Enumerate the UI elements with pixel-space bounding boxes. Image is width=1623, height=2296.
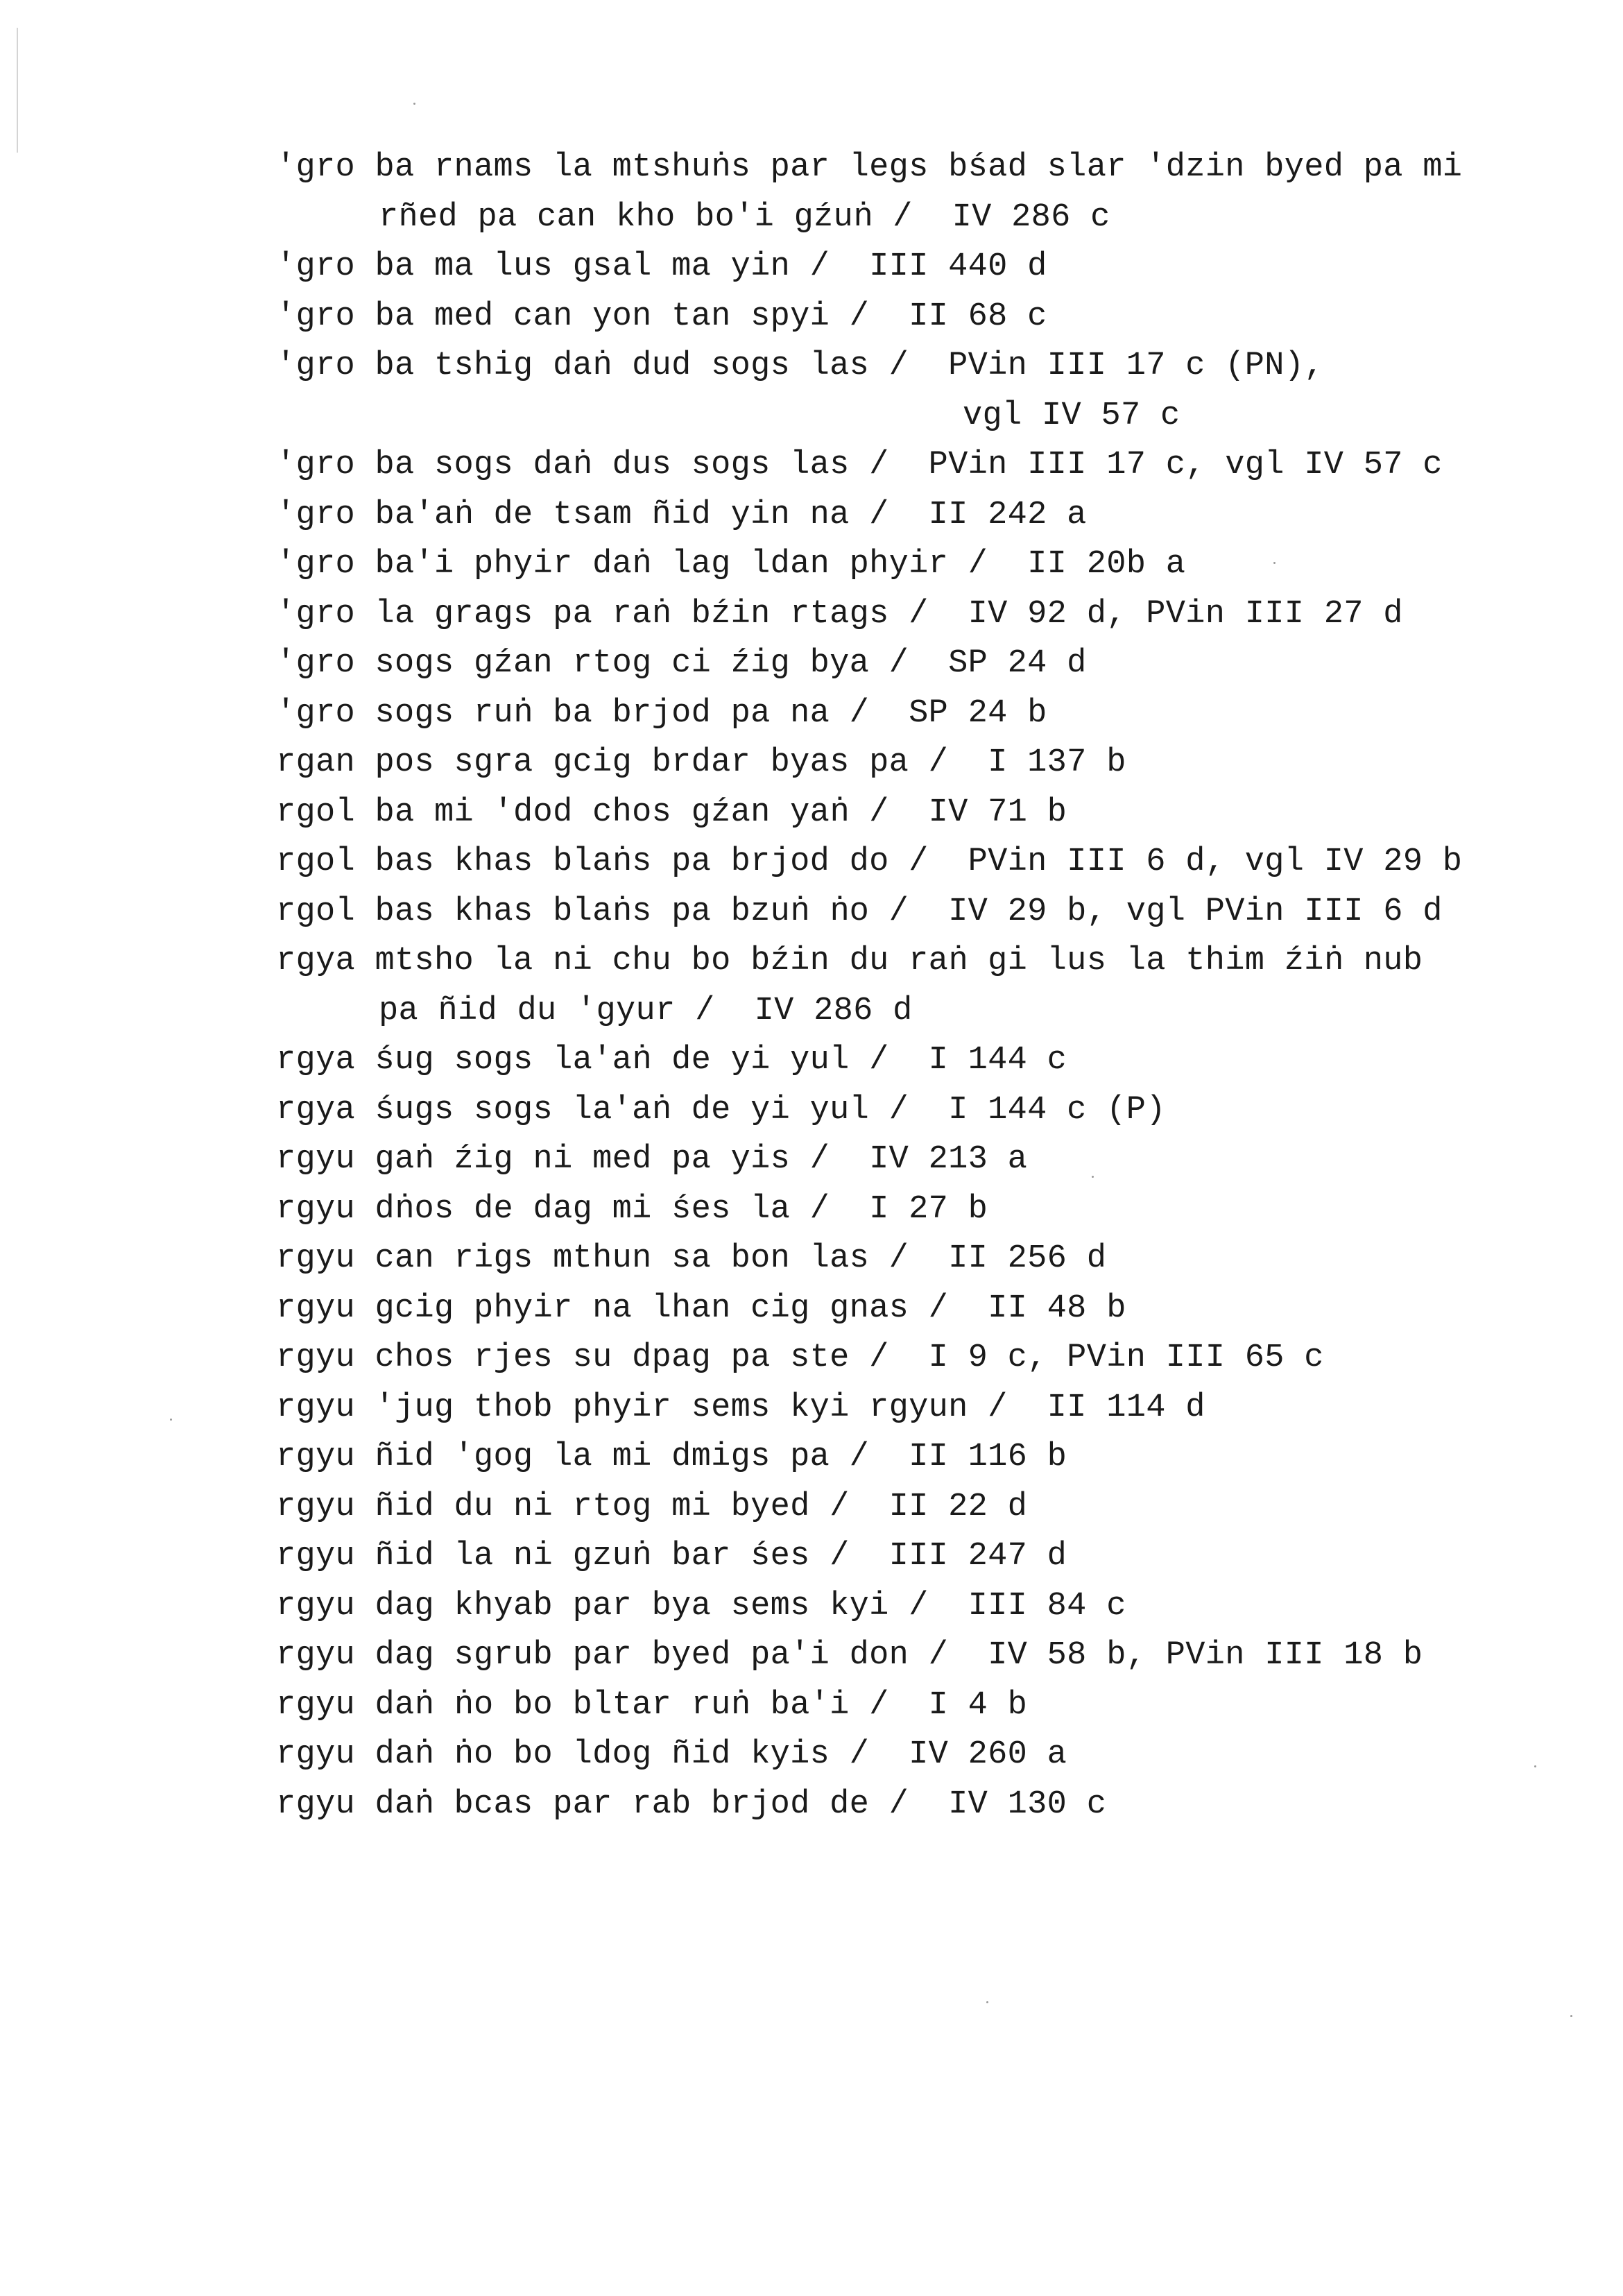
entry-line: rgya mtsho la ni chu bo bźin du raṅ gi lus la thim źiṅ nub (276, 943, 1423, 979)
entry-line: rgyu daṅ bcas par rab brjod de / IV 130 c (276, 1785, 1107, 1823)
index-entry (276, 590, 1525, 640)
index-entry (276, 540, 1525, 590)
index-entry (276, 887, 1525, 937)
scan-speck (1570, 2015, 1572, 2017)
entry-line: rgyu ñid 'gog la mi dmigs pa / II 116 b (276, 1439, 1067, 1475)
entry-line: rgol bas khas blaṅs pa bzuṅ ṅo / IV 29 b, vgl PVin III 6 d (276, 893, 1443, 930)
entry-line: rgol bas khas blaṅs pa brjod do / PVin III 6 d, vgl IV 29 b (276, 843, 1463, 880)
entry-line: 'gro ba'i phyir daṅ lag ldan phyir / II 20b a (276, 546, 1186, 583)
index-entry (276, 1681, 1525, 1731)
scan-speck (1092, 1176, 1094, 1178)
entry-line: rgya śug sogs la'aṅ de yi yul / I 144 c (276, 1042, 1067, 1079)
entry-line: rgol ba mi 'dod chos gźan yaṅ / IV 71 b (276, 794, 1067, 831)
entry-line: 'gro ba ma lus gsal ma yin / III 440 d (276, 248, 1047, 285)
entry-line: rgyu gcig phyir na lhan cig gnas / II 48 b (276, 1290, 1126, 1327)
entry-line: 'gro ba'aṅ de tsam ñid yin na / II 242 a (276, 496, 1087, 533)
entry-line: rgyu dṅos de dag mi śes la / I 27 b (276, 1190, 988, 1228)
index-entry (276, 689, 1525, 739)
index-entry (276, 1135, 1525, 1185)
entry-line: rgyu dag sgrub par byed pa'i don / IV 58 b, PVin III 18 b (276, 1637, 1423, 1674)
entry-line: rgyu daṅ ṅo bo ldog ñid kyis / IV 260 a (276, 1736, 1067, 1773)
entry-line: 'gro sogs ruṅ ba brjod pa na / SP 24 b (276, 694, 1047, 732)
entry-line: rgyu dag khyab par bya sems kyi / III 84 c (276, 1587, 1126, 1625)
index-entry (276, 292, 1525, 342)
index-entry (276, 242, 1525, 292)
index-entry (276, 1333, 1525, 1383)
entry-line: rgyu gaṅ źig ni med pa yis / IV 213 a (276, 1141, 1028, 1178)
scan-speck (413, 103, 415, 105)
entry-line: rgyu chos rjes su dpag pa ste / I 9 c, PVin III 65 c (276, 1339, 1324, 1376)
index-entry (276, 1532, 1525, 1582)
index-entry (276, 1432, 1525, 1482)
index-entry (276, 1730, 1525, 1780)
index-entry (276, 1582, 1525, 1631)
index-entry (276, 738, 1525, 788)
index-entry (276, 1234, 1525, 1284)
index-entry (276, 1482, 1525, 1532)
index-entry (276, 440, 1525, 490)
index-entry (276, 936, 1525, 1036)
index-entry (276, 837, 1525, 887)
scan-speck (1534, 1765, 1536, 1767)
entry-line: 'gro ba med can yon tan spyi / II 68 c (276, 298, 1047, 335)
entry-line: 'gro ba rnams la mtshuṅs par legs bśad slar 'dzin byed pa mi (276, 149, 1463, 186)
entry-line: rgyu ñid la ni gzuṅ bar śes / III 247 d (276, 1538, 1067, 1575)
page-edge-shadow (17, 28, 18, 153)
entry-line: 'gro sogs gźan rtog ci źig bya / SP 24 d (276, 645, 1087, 682)
entry-line: rgyu can rigs mthun sa bon las / II 256 d (276, 1240, 1107, 1277)
entry-continuation-line: rñed pa can kho bo'i gźuṅ / IV 286 c (379, 198, 1110, 236)
index-entry (276, 341, 1525, 440)
entry-continuation-line: pa ñid du 'gyur / IV 286 d (379, 992, 913, 1029)
entry-continuation-line: vgl IV 57 c (963, 397, 1180, 434)
entry-line: rgyu 'jug thob phyir sems kyi rgyun / II 114 d (276, 1389, 1205, 1426)
index-entry (276, 490, 1525, 540)
index-entry (276, 1780, 1525, 1830)
index-entry (276, 1284, 1525, 1334)
verse-index-list (276, 143, 1525, 1829)
index-entry (276, 1631, 1525, 1681)
index-entry (276, 1036, 1525, 1086)
entry-line: rgan pos sgra gcig brdar byas pa / I 137 b (276, 744, 1126, 781)
entry-line: rgyu daṅ ṅo bo bltar ruṅ ba'i / I 4 b (276, 1686, 1028, 1724)
index-entry (276, 639, 1525, 689)
scan-speck (170, 1419, 172, 1421)
index-entry (276, 143, 1525, 242)
scan-speck (986, 2001, 988, 2003)
index-entry (276, 788, 1525, 838)
index-entry (276, 1383, 1525, 1433)
entry-line: rgya śugs sogs la'aṅ de yi yul / I 144 c (P) (276, 1091, 1166, 1129)
entry-line: 'gro ba sogs daṅ dus sogs las / PVin III 17 c, vgl IV 57 c (276, 447, 1443, 483)
entry-line: 'gro la grags pa raṅ bźin rtags / IV 92 d, PVin III 27 d (276, 595, 1403, 633)
entry-line: rgyu ñid du ni rtog mi byed / II 22 d (276, 1488, 1028, 1525)
index-entry (276, 1185, 1525, 1235)
index-entry (276, 1086, 1525, 1136)
entry-line: 'gro ba tshig daṅ dud sogs las / PVin III 17 c (PN), (276, 348, 1324, 384)
scan-speck (1273, 562, 1276, 564)
